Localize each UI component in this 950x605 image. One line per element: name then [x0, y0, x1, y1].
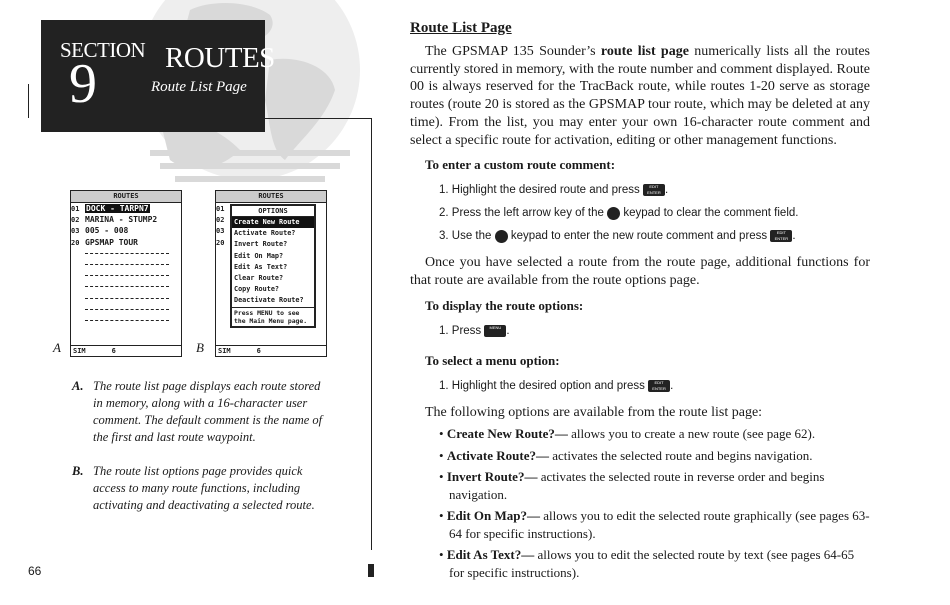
options-note: Press MENU to see the Main Menu page.	[232, 307, 314, 326]
edit-enter-key-icon: EDIT ENTER	[770, 230, 792, 242]
screen-header: ROUTES	[71, 191, 181, 203]
options-title: OPTIONS	[232, 206, 314, 217]
option-edit-on-map[interactable]: Edit On Map?	[234, 251, 284, 260]
section-subtitle: Route List Page	[151, 79, 247, 95]
section-header	[41, 20, 275, 132]
route-number: 02	[71, 216, 80, 225]
route-row: 03	[216, 227, 225, 236]
frame-line	[371, 118, 372, 550]
figure-label: B	[196, 340, 204, 355]
option-copy-route[interactable]: Copy Route?	[234, 285, 280, 294]
section-title: ROUTES	[165, 42, 275, 74]
instruction-step: 3. Use the keypad to enter the new route comment and press EDIT ENTER .	[439, 230, 796, 243]
instruction-step: 2. Press the left arrow key of the keypad to clear the comment field.	[439, 207, 799, 220]
route-name: GPSMAP TOUR	[85, 237, 138, 247]
page-marker	[368, 564, 374, 577]
status-footer: SIM 6	[71, 345, 181, 356]
option-bullet: • Invert Route?— activates the selected route in reverse order and begins navigation.	[439, 469, 825, 502]
route-name: DOCK - TARPN7	[86, 204, 149, 213]
section-number: 9	[69, 53, 97, 115]
page-number: 66	[28, 564, 42, 578]
empty-route-row	[71, 248, 181, 259]
route-number: 03	[71, 227, 80, 236]
right-column	[410, 20, 870, 585]
caption-b	[72, 463, 324, 514]
route-number: 20	[71, 238, 80, 247]
caption-letter: A.	[72, 379, 84, 393]
caption-letter: B.	[72, 464, 84, 478]
route-name: MARINA - STUMP2	[85, 215, 158, 225]
route-list-screen	[70, 190, 182, 357]
route-row	[71, 203, 181, 214]
figure-label: A	[53, 340, 61, 355]
options-popup	[230, 204, 316, 328]
instruction-step: 1. Press MENU .	[439, 324, 510, 337]
status-footer: SIM 6	[216, 345, 326, 356]
empty-route-row	[71, 281, 181, 292]
caption-text: The route list options page provides quick access to many route functions, including activating and deactivating a selected route.	[93, 464, 315, 512]
caption-text: The route list page displays each route stored in memory, along with a 16-character user comment. The default comment is the name of the first and last route waypoint.	[93, 379, 323, 444]
empty-route-row	[71, 270, 181, 281]
route-row	[71, 214, 181, 225]
edit-enter-key-icon: EDIT ENTER	[643, 184, 665, 196]
empty-route-row	[71, 293, 181, 304]
route-row: 01	[216, 205, 225, 213]
arrow-keypad-icon	[495, 230, 508, 243]
body-paragraph: The following options are available from the route list page:	[425, 404, 763, 420]
option-bullet: • Activate Route?— activates the selected route and begins navigation.	[439, 447, 813, 463]
option-deactivate-route[interactable]: Deactivate Route?	[234, 296, 304, 305]
option-bullet: • Create New Route?— allows you to create a new route (see page 62).	[439, 426, 816, 442]
caption-a	[72, 378, 324, 446]
route-row	[71, 225, 181, 236]
menu-key-icon: MENU	[484, 325, 506, 337]
route-row	[71, 237, 181, 248]
option-edit-as-text[interactable]: Edit As Text?	[234, 262, 288, 271]
empty-route-row	[71, 259, 181, 270]
frame-line	[28, 84, 29, 118]
screen-header: ROUTES	[216, 191, 326, 203]
intro-paragraph: The GPSMAP 135 Sounder’s route list page numerically lists all the routes currently stored in memory, with the route number and comment displayed. Route 00 is always reserved for the TracBack route, while routes 1-20 serve as storage routes (route 20 is stored as the GPSMAP tour route, which may be deleted at any time). From the list, you may enter your own 16-character route comment and select a specific route for activation, editing or other management functions.	[410, 44, 870, 148]
instruction-step: 1. Highlight the desired route and press EDIT ENTER .	[439, 184, 669, 197]
option-activate-route[interactable]: Activate Route?	[234, 229, 296, 238]
route-name: 005 - 008	[85, 226, 129, 236]
arrow-keypad-icon	[607, 207, 620, 220]
route-number: 01	[71, 205, 80, 213]
edit-enter-key-icon: EDIT ENTER	[648, 380, 670, 392]
instruction-step: 1. Highlight the desired option and press EDIT ENTER .	[439, 379, 674, 392]
route-options-screen	[215, 190, 327, 357]
subheading: To select a menu option:	[425, 352, 560, 368]
route-row: 20	[216, 238, 225, 247]
subheading: To display the route options:	[425, 297, 584, 313]
body-paragraph: Once you have selected a route from the route page, additional functions for that route are available from the route options page.	[410, 255, 870, 288]
option-bullet: • Edit On Map?— allows you to edit the selected route graphically (see pages 63-64 for specific instructions).	[439, 508, 870, 541]
option-create-new-route[interactable]: Create New Route	[232, 217, 314, 228]
empty-route-row	[71, 315, 181, 326]
option-invert-route[interactable]: Invert Route?	[234, 240, 288, 249]
empty-route-row	[71, 304, 181, 315]
frame-line	[265, 118, 372, 119]
route-row: 02	[216, 216, 225, 225]
option-clear-route[interactable]: Clear Route?	[234, 274, 284, 283]
option-bullet: • Edit As Text?— allows you to edit the selected route by text (see pages 64-65 for specific instructions).	[439, 547, 855, 580]
subheading: To enter a custom route comment:	[425, 157, 616, 173]
section-label: SECTION	[60, 38, 146, 62]
page-heading: Route List Page	[410, 20, 512, 36]
